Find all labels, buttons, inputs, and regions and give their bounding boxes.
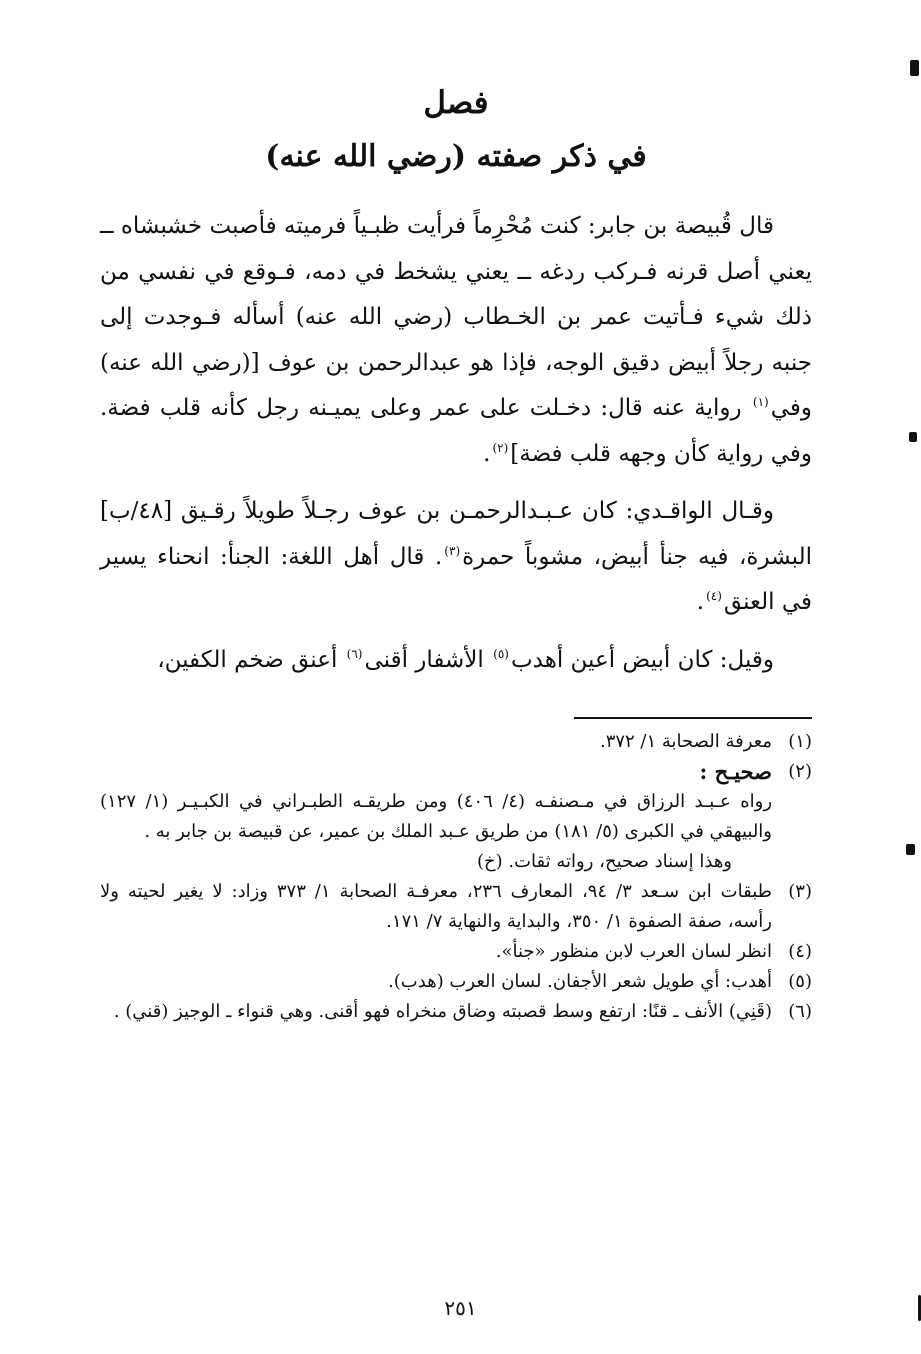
footnote-ref[interactable]: (١) — [752, 395, 769, 410]
footnote-text — [100, 877, 772, 937]
footnote-number: (٤) — [788, 941, 812, 962]
footnote-text — [100, 757, 772, 877]
footnote-text — [100, 727, 772, 757]
footnote-line: رواه عـبـد الرزاق في مـصنفـه (٤/ ٤٠٦) ومن طريقـه الطبـراني في الكبـيـر (١/ ١٢٧) والبيهقي في الكبرى (٥/ ١٨١) من طريق عـبد الملك بن عمير، عن قبيصة بن جابر به . — [100, 791, 773, 842]
footnote-line: طبقات ابن سـعد ٣/ ٩٤، المعارف ٢٣٦، معرفـة الصحابة ١/ ٣٧٣ وزاد: لا يغير لحيته ولا رأسه، صفة الصفوة ١/ ٣٥٠، والبداية والنهاية ٧/ ١٧١. — [100, 881, 772, 932]
paragraph-text: وقيل: كان أبيض أعين أهدب — [510, 646, 774, 673]
paragraph-text: الأشفار أقنى — [364, 646, 492, 673]
footnote-number: (١) — [788, 731, 812, 752]
footnote-line: وهذا إسناد صحيح، رواته ثقات. (خ) — [477, 851, 732, 872]
chapter-subtitle: في ذكر صفته (رضي الله عنه) — [265, 139, 647, 174]
footnote-item — [100, 757, 812, 877]
scan-mark-top — [910, 60, 919, 76]
body-text — [100, 204, 812, 683]
footnote-item — [100, 967, 812, 997]
footnote-line: (قَنِي) الأنف ـ قنًا: ارتفع وسط قصبته وضاق منخراه فهو أقنى. وهي قنواء ـ الوجيز (قني) . — [113, 1001, 772, 1022]
paragraph-text: . — [696, 589, 705, 615]
footnote-line: انظر لسان العرب لابن منظور «جنأ». — [495, 941, 772, 962]
paragraph — [100, 638, 812, 684]
footnote-item — [100, 727, 812, 757]
paragraph — [100, 204, 812, 477]
paragraph-text: رواية عنه قال: دخـلت على عمر وعلى يميـنه رجل كأنه قلب فضة. وفي رواية كأن وجهه قلب فضة] — [100, 395, 812, 467]
footnote-ref[interactable]: (٦) — [346, 646, 363, 661]
scan-mark-lower — [906, 844, 915, 855]
footnote-ref[interactable]: (٥) — [493, 646, 509, 661]
footnote-text — [100, 967, 772, 997]
footnote-text — [100, 937, 772, 967]
paragraph-text: . قال أهل اللغة: الجنأ: انحناء يسير في العنق — [100, 543, 812, 615]
page-body — [100, 80, 812, 1027]
footnote-item — [100, 997, 812, 1027]
paragraph-text: أعنق ضخم الكفين، — [157, 646, 345, 673]
paragraph — [100, 489, 812, 626]
paragraph-text: . — [483, 440, 491, 467]
footnote-line: معرفة الصحابة ١/ ٣٧٢. — [599, 731, 772, 752]
footnote-text — [100, 997, 772, 1027]
footnote-ref[interactable]: (٣) — [444, 543, 461, 558]
footnote-item — [100, 937, 812, 967]
footnote-grade: صحيـح : — [699, 759, 772, 784]
footnote-number: (٣) — [788, 881, 812, 902]
footnote-number: (٥) — [788, 971, 812, 992]
chapter-title: فصل — [423, 85, 489, 121]
scan-mark-middle — [909, 432, 917, 442]
paragraph-text: قال قُبيصة بن جابر: كنت مُحْرِماً فرأيت ظبـياً فرميته فأصبت خشبشاه ــ يعني أصل قرنه فـركب ردغه ــ يعني يشخط في دمه، فـوقع في نفسي من ذلك شيء فـأتيت عمر بن الخـطاب (رضي الله عنه) أسأله فـوجدت إلى جنبه رجلاً أبيض دقيق الوجه، فإذا هو عبدالرحمن بن عوف [(رضي الله عنه) وفي — [100, 213, 812, 421]
footnote-ref[interactable]: (٢) — [492, 440, 509, 455]
footnote-number: (٢) — [788, 761, 812, 782]
page-number: ٢٥١ — [444, 1296, 477, 1320]
footnote-line: أهدب: أي طويل شعر الأجفان. لسان العرب (هدب). — [388, 971, 772, 992]
paragraph-text: وقـال الواقـدي: كان عـبـدالرحمـن بن عوف رجـلاً طويلاً رقـيق [٤٨/ب] البشرة، فيه جنأ أبيض، مشوباً حمرة — [100, 498, 812, 570]
footnotes — [100, 727, 812, 1027]
footnote-divider — [574, 717, 812, 719]
footnote-item — [100, 877, 812, 937]
footnote-ref[interactable]: (٤) — [706, 589, 722, 604]
footnote-number: (٦) — [788, 1001, 812, 1022]
